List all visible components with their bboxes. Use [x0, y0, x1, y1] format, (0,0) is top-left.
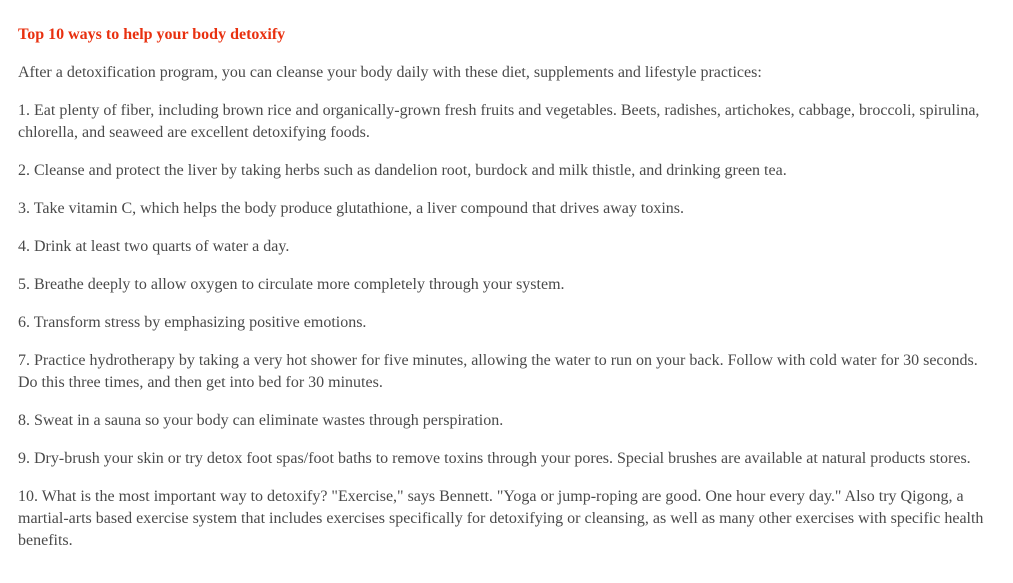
- tip-item: 8. Sweat in a sauna so your body can eliminate wastes through perspiration.: [18, 412, 504, 429]
- tip-item: 7. Practice hydrotherapy by taking a very hot shower for five minutes, allowing the water to run on your back. Follow with cold water for 30 seconds. Do this three times, and then get into bed for 30 minutes.: [18, 352, 978, 391]
- tip-item: 9. Dry-brush your skin or try detox foot spas/foot baths to remove toxins through your pores. Special brushes are available at natural products stores.: [18, 450, 971, 467]
- tip-item: 4. Drink at least two quarts of water a day.: [18, 238, 290, 255]
- article-intro: After a detoxification program, you can cleanse your body daily with these diet, supplements and lifestyle practices:: [18, 64, 762, 81]
- tip-item: 3. Take vitamin C, which helps the body produce glutathione, a liver compound that drives away toxins.: [18, 200, 684, 217]
- tip-item: 10. What is the most important way to detoxify? "Exercise," says Bennett. "Yoga or jump-roping are good. One hour every day." Also try Qigong, a martial-arts based exercise system that includes exercises specifically for detoxifying or cleansing, as well as many other exercises with specific health benefits.: [18, 488, 984, 549]
- article: [18, 24, 998, 568]
- tip-item: 1. Eat plenty of fiber, including brown rice and organically-grown fresh fruits and vegetables. Beets, radishes, artichokes, cabbage, broccoli, spirulina, chlorella, and seaweed are excellent detoxifying foods.: [18, 102, 980, 141]
- tip-item: 5. Breathe deeply to allow oxygen to circulate more completely through your system.: [18, 276, 565, 293]
- article-title: Top 10 ways to help your body detoxify: [18, 26, 286, 43]
- tip-item: 6. Transform stress by emphasizing positive emotions.: [18, 314, 367, 331]
- tip-list: [18, 100, 998, 552]
- tip-item: 2. Cleanse and protect the liver by taking herbs such as dandelion root, burdock and milk thistle, and drinking green tea.: [18, 162, 787, 179]
